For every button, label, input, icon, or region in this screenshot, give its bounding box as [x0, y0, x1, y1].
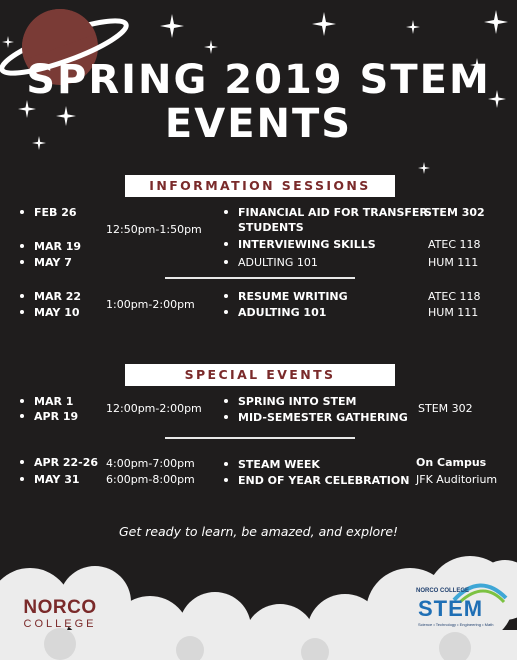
- topic: STEAM WEEK: [238, 458, 320, 471]
- date: MAR 1: [34, 395, 74, 408]
- time: 6:00pm-8:00pm: [106, 473, 195, 486]
- bullet: [20, 477, 24, 481]
- stem-logo-subtitle: Science • Technology • Engineering • Math: [418, 622, 494, 627]
- bullet: [224, 242, 228, 246]
- bullet: [20, 460, 24, 464]
- divider: [165, 437, 355, 439]
- bullet: [20, 294, 24, 298]
- time: 12:00pm-2:00pm: [106, 402, 202, 415]
- bullet: [224, 310, 228, 314]
- tagline: Get ready to learn, be amazed, and explore!: [118, 524, 399, 539]
- date: APR 19: [34, 410, 79, 423]
- location: STEM 302: [424, 206, 485, 219]
- logo-college-text: COLLEGE: [23, 618, 97, 630]
- topic: SPRING INTO STEM: [238, 395, 357, 408]
- bullet: [224, 462, 228, 466]
- topic: FINANCIAL AID FOR TRANSFER: [238, 206, 428, 219]
- bullet: [20, 414, 24, 418]
- logo-norco-text: NORCO: [23, 597, 97, 618]
- topic: RESUME WRITING: [238, 290, 348, 303]
- bullet: [224, 210, 228, 214]
- sparkle-icon: [2, 36, 14, 48]
- topic: INTERVIEWING SKILLS: [238, 238, 376, 251]
- location: JFK Auditorium: [416, 473, 498, 486]
- divider: [165, 277, 355, 279]
- location: ATEC 118: [428, 290, 481, 303]
- location: STEM 302: [418, 402, 473, 415]
- norco-college-logo: [15, 598, 105, 630]
- sparkle-icon: [312, 12, 336, 36]
- sparkle-icon: [204, 40, 218, 54]
- title-line-1: SPRING 2019 STEM: [26, 57, 491, 103]
- time: 1:00pm-2:00pm: [106, 298, 195, 311]
- title-line-2: EVENTS: [164, 101, 353, 147]
- bullet: [224, 415, 228, 419]
- stem-logo-small-text: NORCO COLLEGE: [416, 588, 470, 594]
- page-title: [0, 58, 517, 146]
- location: HUM 111: [428, 256, 479, 269]
- bullet: [20, 244, 24, 248]
- date: MAR 22: [34, 290, 82, 303]
- information-sessions-heading: INFORMATION SESSIONS: [125, 175, 395, 197]
- special-events-heading: SPECIAL EVENTS: [125, 364, 395, 386]
- bullet: [224, 260, 228, 264]
- bullet: [20, 260, 24, 264]
- norco-stem-logo: [416, 576, 514, 656]
- location: HUM 111: [428, 306, 479, 319]
- stem-logo-big-text: STEM: [418, 596, 484, 621]
- topic: ADULTING 101: [238, 306, 327, 319]
- bullet: [224, 294, 228, 298]
- topic: ADULTING 101: [238, 256, 318, 269]
- date: MAY 31: [34, 473, 80, 486]
- sparkle-icon: [406, 20, 420, 34]
- date: FEB 26: [34, 206, 77, 219]
- time: 4:00pm-7:00pm: [106, 457, 195, 470]
- date: MAY 10: [34, 306, 80, 319]
- sparkle-icon: [418, 162, 430, 174]
- bullet: [224, 399, 228, 403]
- sparkle-icon: [484, 10, 508, 34]
- date: APR 22-26: [34, 456, 99, 469]
- bullet: [224, 478, 228, 482]
- topic-continuation: STUDENTS: [238, 221, 304, 234]
- bullet: [20, 399, 24, 403]
- bullet: [20, 210, 24, 214]
- sparkle-icon: [160, 14, 184, 38]
- bullet: [20, 310, 24, 314]
- topic: MID-SEMESTER GATHERING: [238, 411, 408, 424]
- time: 12:50pm-1:50pm: [106, 223, 202, 236]
- topic: END OF YEAR CELEBRATION: [238, 474, 410, 487]
- location: On Campus: [416, 456, 487, 469]
- date: MAR 19: [34, 240, 82, 253]
- location: ATEC 118: [428, 238, 481, 251]
- date: MAY 7: [34, 256, 72, 269]
